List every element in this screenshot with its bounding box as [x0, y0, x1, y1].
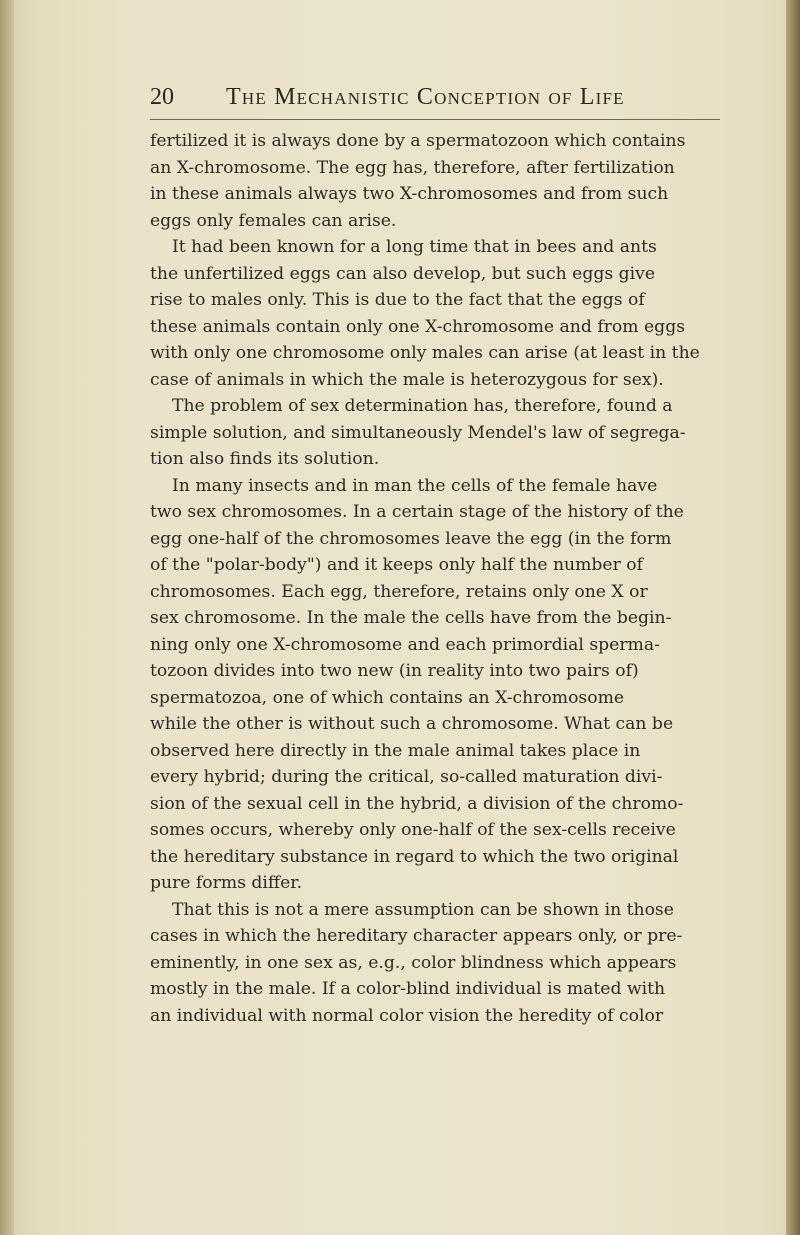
text-line: somes occurs, whereby only one-half of the sex-cells receive	[150, 820, 676, 840]
text-line: sex chromosome. In the male the cells have from the begin-	[150, 608, 672, 628]
text-line: rise to males only. This is due to the fact that the eggs of	[150, 290, 645, 310]
text-line: the hereditary substance in regard to which the two original	[150, 846, 679, 867]
text-line: an individual with normal color vision the heredity of color	[150, 1005, 664, 1026]
text-line: in these animals always two X-chromosomes and from such	[150, 184, 669, 204]
text-line: tozoon divides into two new (in reality into two pairs of)	[150, 661, 639, 681]
text-line: That this is not a mere assumption can be shown in those	[172, 899, 674, 920]
text-line: egg one-half of the chromosomes leave the egg (in the form	[150, 528, 672, 549]
text-line: In many insects and in man the cells of the female have	[172, 475, 658, 496]
text-line: observed here directly in the male animal takes place in	[150, 740, 641, 761]
page-number: 20	[150, 84, 174, 110]
text-line: with only one chromosome only males can arise (at least in the	[150, 343, 700, 363]
running-title: The Mechanistic Conception of Life	[226, 84, 625, 110]
text-line: of the "polar-body") and it keeps only half the number of	[150, 555, 643, 575]
text-line: while the other is without such a chromosome. What can be	[150, 714, 674, 734]
text-line: eminently, in one sex as, e.g., color blindness which appears	[150, 952, 677, 973]
text-line: spermatozoa, one of which contains an X-chromosome	[150, 687, 625, 708]
page-header	[150, 84, 750, 118]
text-line: cases in which the hereditary character appears only, or pre-	[150, 926, 683, 946]
text-line: the unfertilized eggs can also develop, but such eggs give	[150, 263, 655, 284]
text-line: eggs only females can arise.	[150, 210, 397, 231]
text-line: every hybrid; during the critical, so-called maturation divi-	[150, 767, 663, 787]
header-rule	[150, 119, 720, 120]
text-line: chromosomes. Each egg, therefore, retains only one X or	[150, 581, 648, 602]
body-text	[150, 128, 738, 1029]
text-line: these animals contain only one X-chromosome and from eggs	[150, 316, 686, 337]
page-edge	[786, 0, 800, 1235]
text-line: simple solution, and simultaneously Mendel's law of segrega-	[150, 422, 686, 443]
text-line: sion of the sexual cell in the hybrid, a division of the chromo-	[150, 793, 684, 814]
text-line: fertilized it is always done by a spermatozoon which contains	[150, 131, 686, 151]
text-line: ning only one X-chromosome and each primordial sperma-	[150, 634, 660, 655]
text-line: pure forms differ.	[150, 873, 303, 893]
text-line: tion also finds its solution.	[150, 449, 380, 469]
text-line: an X-chromosome. The egg has, therefore, after fertilization	[150, 157, 675, 178]
text-line: The problem of sex determination has, therefore, found a	[172, 396, 673, 416]
text-line: It had been known for a long time that in bees and ants	[172, 237, 657, 257]
text-line: mostly in the male. If a color-blind individual is mated with	[150, 979, 666, 999]
text-line: case of animals in which the male is heterozygous for sex).	[150, 369, 664, 390]
page-gutter	[0, 0, 14, 1235]
text-line: two sex chromosomes. In a certain stage of the history of the	[150, 502, 684, 522]
